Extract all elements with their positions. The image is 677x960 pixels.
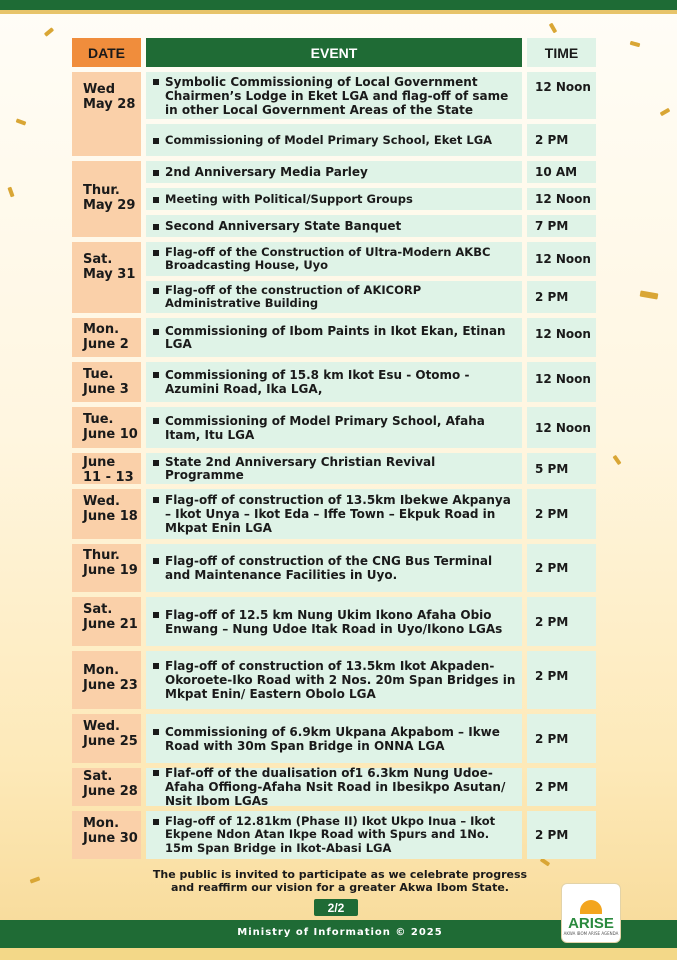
date-value: June 10	[83, 427, 138, 442]
event-text: 2nd Anniversary Media Parley	[165, 164, 368, 179]
event-cell	[146, 544, 522, 592]
confetti-decoration	[660, 108, 671, 116]
event-text: Flag-off of construction of 13.5km Ikot Akpaden-Okoroete-Iko Road with 2 Nos. 20m Span Bridges in Mkpat Enin/ Eastern Obolo LGA	[165, 659, 516, 701]
time-cell	[527, 215, 596, 237]
bullet-icon	[153, 329, 159, 335]
top-strip	[0, 0, 677, 10]
arise-logo	[561, 883, 621, 943]
time-cell	[527, 72, 596, 119]
time-text: 2 PM	[535, 669, 569, 683]
header-event: EVENT	[146, 38, 522, 67]
confetti-decoration	[44, 27, 54, 36]
date-day: Tue.	[83, 367, 114, 382]
bullet-icon	[153, 372, 159, 378]
date-cell	[72, 768, 141, 806]
bullet-icon	[153, 612, 159, 618]
bullet-icon	[153, 460, 159, 466]
page-number: 2/2	[314, 899, 358, 916]
date-day: Sat.	[83, 252, 113, 267]
event-cell	[146, 281, 522, 313]
event-text: State 2nd Anniversary Christian Revival Programme	[165, 454, 436, 482]
time-text: 10 AM	[535, 165, 578, 179]
bullet-icon	[153, 663, 159, 669]
date-day: Mon.	[83, 663, 120, 678]
date-cell	[72, 161, 141, 237]
date-cell	[72, 362, 141, 402]
event-cell	[146, 161, 522, 183]
date-cell	[72, 453, 141, 484]
time-cell	[527, 768, 596, 806]
confetti-decoration	[612, 455, 621, 465]
event-text: Flaf-off of the dualisation of1 6.3km Nung Udoe-Afaha Offiong-Afaha Nsit Road in Ibesikpo Asutan/ Nsit Ibom LGAs	[165, 766, 506, 808]
date-value: June 25	[83, 734, 138, 749]
date-cell	[72, 714, 141, 763]
time-text: 12 Noon	[535, 192, 591, 206]
date-cell	[72, 651, 141, 709]
time-cell	[527, 544, 596, 592]
time-text: 2 PM	[535, 614, 569, 629]
confetti-decoration	[7, 187, 14, 198]
date-value: June 19	[83, 563, 138, 578]
date-value: June 2	[83, 337, 129, 352]
confetti-decoration	[30, 876, 41, 883]
event-text: Flag-off of construction of 13.5km Ibekwe Akpanya – Ikot Unya – Ikot Eda – Iffe Town – Ekpuk Road in Mkpat Enin LGA	[165, 493, 511, 535]
date-cell	[72, 318, 141, 357]
date-cell	[72, 811, 141, 859]
date-value: June 3	[83, 382, 129, 397]
time-cell	[527, 407, 596, 448]
event-text: Second Anniversary State Banquet	[165, 218, 402, 233]
event-text: Flag-off of construction of the CNG Bus Terminal and Maintenance Facilities in Uyo.	[165, 554, 493, 582]
event-text: Symbolic Commissioning of Local Government Chairmen’s Lodge in Eket LGA and flag-off of same in other Local Government Areas of the State	[165, 74, 509, 117]
date-day: Sat.	[83, 769, 113, 784]
time-text: 2 PM	[535, 828, 569, 842]
top-strip-accent	[0, 10, 677, 14]
date-day: Tue.	[83, 412, 114, 427]
bullet-icon	[153, 729, 159, 735]
bullet-icon	[153, 170, 159, 176]
time-text: 2 PM	[535, 561, 569, 575]
time-cell	[527, 651, 596, 709]
event-text: Flag-off of the Construction of Ultra-Modern AKBC Broadcasting House, Uyo	[165, 245, 491, 272]
time-cell	[527, 318, 596, 357]
logo-word: ARISE	[568, 915, 614, 932]
event-cell	[146, 651, 522, 709]
event-text: Commissioning of 6.9km Ukpana Akpabom – Ikwe Road with 30m Span Bridge in ONNA LGA	[165, 724, 500, 753]
confetti-decoration	[16, 118, 27, 125]
bullet-icon	[153, 224, 159, 230]
time-text: 12 Noon	[535, 372, 591, 386]
time-text: 2 PM	[535, 290, 569, 304]
time-cell	[527, 242, 596, 276]
invitation-text	[100, 868, 580, 894]
time-text: 12 Noon	[535, 80, 591, 94]
event-cell	[146, 318, 522, 357]
date-day: Wed.	[83, 494, 120, 509]
date-day: Thur.	[83, 548, 120, 563]
time-text: 12 Noon	[535, 327, 591, 341]
date-cell	[72, 597, 141, 646]
sun-icon	[580, 900, 602, 914]
confetti-decoration	[630, 41, 641, 47]
date-value: May 29	[83, 198, 136, 213]
date-day: Wed	[83, 82, 115, 97]
date-cell	[72, 407, 141, 448]
date-cell	[72, 72, 141, 156]
footer-accent	[0, 948, 677, 960]
event-text: Commissioning of 15.8 km Ikot Esu - Otomo - Azumini Road, Ika LGA,	[165, 368, 470, 396]
time-cell	[527, 453, 596, 484]
event-cell	[146, 242, 522, 276]
date-day: Thur.	[83, 183, 120, 198]
time-cell	[527, 489, 596, 539]
event-cell	[146, 453, 522, 484]
bullet-icon	[153, 250, 159, 256]
date-value: June 18	[83, 509, 138, 524]
time-text: 2 PM	[535, 731, 569, 746]
date-day: June	[83, 455, 116, 470]
event-text: Commissioning of Model Primary School, Afaha Itam, Itu LGA	[165, 413, 485, 442]
date-cell	[72, 242, 141, 313]
event-text: Commissioning of Model Primary School, Eket LGA	[165, 132, 493, 147]
event-cell	[146, 362, 522, 402]
confetti-decoration	[549, 23, 557, 34]
bullet-icon	[153, 197, 159, 203]
header-date: DATE	[72, 38, 141, 67]
time-text: 2 PM	[535, 507, 569, 521]
bullet-icon	[153, 138, 159, 144]
event-cell	[146, 768, 522, 806]
bullet-icon	[153, 497, 159, 503]
time-cell	[527, 124, 596, 156]
event-cell	[146, 407, 522, 448]
invitation-line: and reaffirm our vision for a greater Akwa Ibom State.	[171, 881, 509, 894]
date-cell	[72, 544, 141, 592]
event-cell	[146, 489, 522, 539]
time-text: 5 PM	[535, 461, 569, 476]
date-day: Wed.	[83, 719, 120, 734]
time-text: 7 PM	[535, 219, 569, 233]
time-text: 2 PM	[535, 780, 569, 794]
bullet-icon	[153, 770, 159, 776]
event-text: Flag-off of 12.5 km Nung Ukim Ikono Afaha Obio Enwang – Nung Udoe Itak Road in Uyo/Ikono LGAs	[165, 607, 503, 636]
bullet-icon	[153, 418, 159, 424]
date-value: June 28	[83, 784, 138, 799]
time-cell	[527, 597, 596, 646]
event-cell	[146, 597, 522, 646]
time-cell	[527, 362, 596, 402]
time-cell	[527, 281, 596, 313]
event-cell	[146, 124, 522, 156]
time-cell	[527, 188, 596, 210]
date-value: June 21	[83, 617, 138, 632]
confetti-decoration	[640, 290, 659, 299]
date-value: May 31	[83, 267, 136, 282]
date-day: Mon.	[83, 816, 120, 831]
time-cell	[527, 811, 596, 859]
date-day: Mon.	[83, 322, 120, 337]
event-text: Flag-off of 12.81km (Phase II) Ikot Ukpo Inua – Ikot Ekpene Ndon Atan Ikpe Road with Spurs and 1No. 15m Span Bridge in Ikot-Abasi LGA	[165, 813, 496, 855]
invitation-line: The public is invited to participate as we celebrate progress	[152, 868, 528, 881]
event-cell	[146, 188, 522, 210]
event-cell	[146, 215, 522, 237]
bullet-icon	[153, 288, 159, 294]
date-value: June 23	[83, 678, 138, 693]
bullet-icon	[153, 819, 159, 825]
time-text: 2 PM	[535, 133, 569, 147]
header-time: TIME	[527, 38, 596, 67]
event-cell	[146, 714, 522, 763]
event-cell	[146, 72, 522, 119]
date-value: June 30	[83, 831, 138, 846]
event-cell	[146, 811, 522, 859]
bullet-icon	[153, 558, 159, 564]
time-cell	[527, 161, 596, 183]
bullet-icon	[153, 79, 159, 85]
event-text: Meeting with Political/Support Groups	[165, 191, 413, 206]
ministry-credit: Ministry of Information © 2025	[237, 927, 443, 938]
time-text: 12 Noon	[535, 252, 591, 266]
date-cell	[72, 489, 141, 539]
event-text: Flag-off of the construction of AKICORP Administrative Building	[165, 283, 422, 310]
date-day: Sat.	[83, 602, 113, 617]
time-text: 12 Noon	[535, 420, 591, 435]
date-value: May 28	[83, 97, 136, 112]
event-text: Commissioning of Ibom Paints in Ikot Ekan, Etinan LGA	[165, 323, 506, 351]
logo-tagline: AKWA IBOM ARISE AGENDA	[563, 931, 619, 936]
time-cell	[527, 714, 596, 763]
date-value: 11 - 13	[83, 470, 134, 485]
